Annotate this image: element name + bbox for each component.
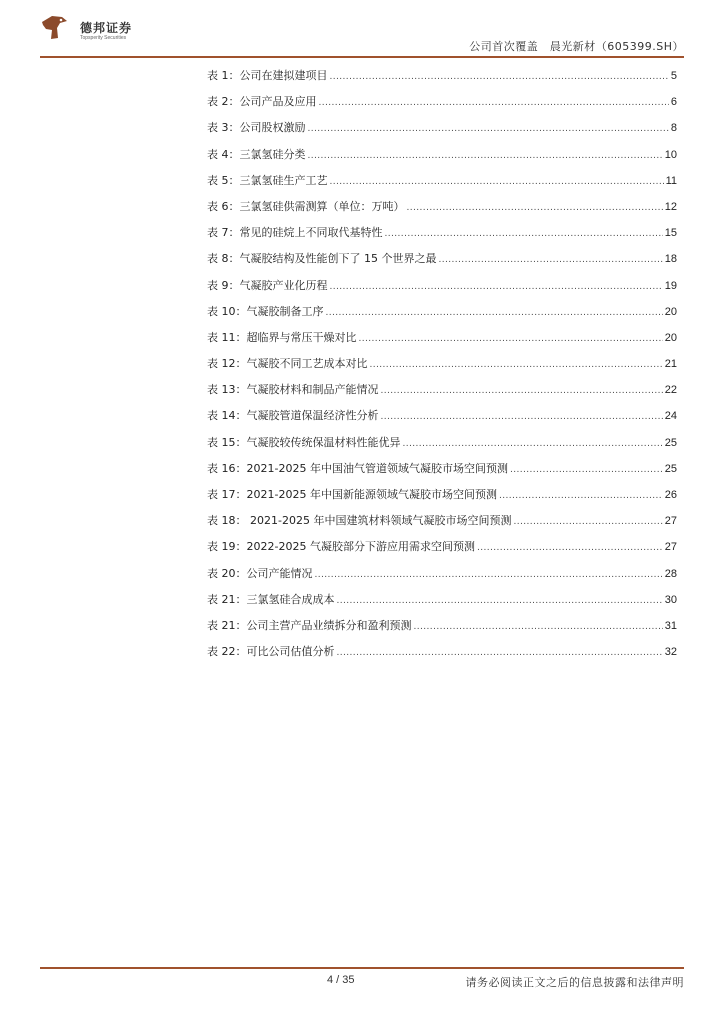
toc-entry[interactable] [207,277,677,303]
toc-leader-dots [414,619,663,632]
toc-entry[interactable] [207,407,677,433]
toc-entry[interactable] [207,538,677,564]
toc-leader-dots [359,331,663,344]
toc-entry-page: 10 [664,148,677,161]
page-header [0,0,724,56]
toc-entry-page: 6 [670,96,677,109]
toc-entry-label: 表 10：气凝胶制备工序 [207,304,324,318]
toc-entry[interactable] [207,146,677,172]
toc-leader-dots [319,95,669,108]
toc-leader-dots [308,121,669,134]
toc-entry-page: 22 [664,384,677,397]
toc-entry-label: 表 8：气凝胶结构及性能创下了 15 个世界之最 [207,252,437,266]
toc-entry[interactable] [207,512,677,538]
brand-name-english: Topsperity Securities [80,35,127,41]
toc-entry[interactable] [207,486,677,512]
toc-entry-label: 表 17：2021-2025 年中国新能源领域气凝胶市场空间预测 [207,488,497,501]
toc-entry-label: 表 19：2022-2025 气凝胶部分下游应用需求空间预测 [207,540,475,554]
toc-entry-label: 表 12：气凝胶不同工艺成本对比 [207,357,368,371]
toc-entry[interactable] [207,434,677,460]
toc-entry-page: 25 [664,462,677,475]
toc-entry-page: 30 [664,593,677,606]
toc-leader-dots [381,383,663,396]
report-tag: 公司首次覆盖 晨光新材（605399.SH） [469,40,684,53]
toc-leader-dots [381,409,663,422]
toc-entry[interactable] [207,355,677,381]
toc-entry-label: 表 6：三氯氢硅供需测算（单位：万吨） [207,199,405,213]
toc-entry-page: 15 [664,227,677,240]
toc-entry-page: 18 [664,253,677,266]
toc-entry-page: 8 [670,122,677,135]
toc-entry-label: 表 9：气凝胶产业化历程 [207,278,328,292]
toc-entry-page: 27 [664,515,677,528]
toc-leader-dots [330,279,663,292]
toc-leader-dots [330,174,664,187]
toc-entry-page: 28 [664,567,677,580]
toc-entry[interactable] [207,198,677,224]
toc-entry[interactable] [207,381,677,407]
toc-entry-label: 表 7：常见的硅烷上不同取代基特性 [207,226,383,240]
toc-leader-dots [510,462,663,475]
toc-leader-dots [326,305,663,318]
toc-entry-label: 表 18： 2021-2025 年中国建筑材料领域气凝胶市场空间预测 [207,514,512,528]
toc-entry-page: 24 [664,410,677,423]
toc-entry-page: 25 [664,436,677,449]
toc-entry-page: 12 [664,200,677,213]
toc-entry[interactable] [207,329,677,355]
toc-leader-dots [337,593,663,606]
toc-leader-dots [385,226,663,239]
toc-entry-page: 32 [664,646,677,659]
toc-entry-page: 20 [664,305,677,318]
brand-name: 德邦证券 [80,21,133,35]
toc-entry-label: 表 14：气凝胶管道保温经济性分析 [207,409,379,423]
toc-leader-dots [330,69,669,82]
toc-leader-dots [499,488,663,501]
toc-entry[interactable] [207,93,677,119]
toc-entry-page: 21 [664,358,677,371]
toc-entry-page: 5 [670,70,677,82]
footer-disclaimer: 请务必阅读正文之后的信息披露和法律声明 [465,976,684,989]
toc-leader-dots [407,200,663,213]
toc-entry[interactable] [207,119,677,145]
toc-leader-dots [370,357,663,370]
footer-rule [40,967,684,969]
toc-entry[interactable] [207,460,677,486]
toc-entry-label: 表 22：可比公司估值分析 [207,645,335,659]
toc-entry-label: 表 5：三氯氢硅生产工艺 [207,173,328,187]
toc-entry-label: 表 4：三氯氢硅分类 [207,147,306,161]
toc-leader-dots [337,645,663,658]
toc-leader-dots [315,567,663,580]
toc-entry[interactable] [207,172,677,198]
toc-entry[interactable] [207,617,677,643]
toc-entry[interactable] [207,643,677,669]
toc-leader-dots [513,514,662,527]
toc-entry-page: 27 [664,541,677,554]
toc-entry-page: 31 [664,619,677,632]
toc-entry-label: 表 3：公司股权激励 [207,121,306,135]
toc-entry-label: 表 2：公司产品及应用 [207,95,317,109]
toc-entry-label: 表 21：三氯氢硅合成成本 [207,592,335,606]
toc-entry-page: 26 [664,489,677,501]
toc-entry[interactable] [207,565,677,591]
toc-entry-page: 11 [665,174,677,187]
company-logo-icon [40,12,70,42]
page-indicator: 4 / 35 [327,974,355,986]
toc-entry-label: 表 1：公司在建拟建项目 [207,69,328,82]
toc-entry-label: 表 11：超临界与常压干燥对比 [207,330,357,344]
toc-entry-label: 表 20：公司产能情况 [207,566,313,580]
toc-entry[interactable] [207,224,677,250]
toc-entry-label: 表 15：气凝胶较传统保温材料性能优异 [207,435,401,449]
toc-leader-dots [403,436,663,449]
toc-leader-dots [438,252,662,265]
toc-entry[interactable] [207,250,677,276]
toc-entry-page: 19 [664,279,677,292]
toc-entry[interactable] [207,591,677,617]
toc-entry-label: 表 16：2021-2025 年中国油气管道领域气凝胶市场空间预测 [207,461,508,475]
toc-entry[interactable] [207,67,677,93]
toc-entry-page: 20 [664,331,677,344]
header-rule [40,56,684,58]
toc-entry[interactable] [207,303,677,329]
toc-leader-dots [308,148,663,161]
toc-leader-dots [477,540,663,553]
toc-entry-label: 表 13：气凝胶材料和制品产能情况 [207,383,379,397]
table-of-contents [207,67,677,669]
toc-entry-label: 表 21：公司主营产品业绩拆分和盈利预测 [207,618,412,632]
